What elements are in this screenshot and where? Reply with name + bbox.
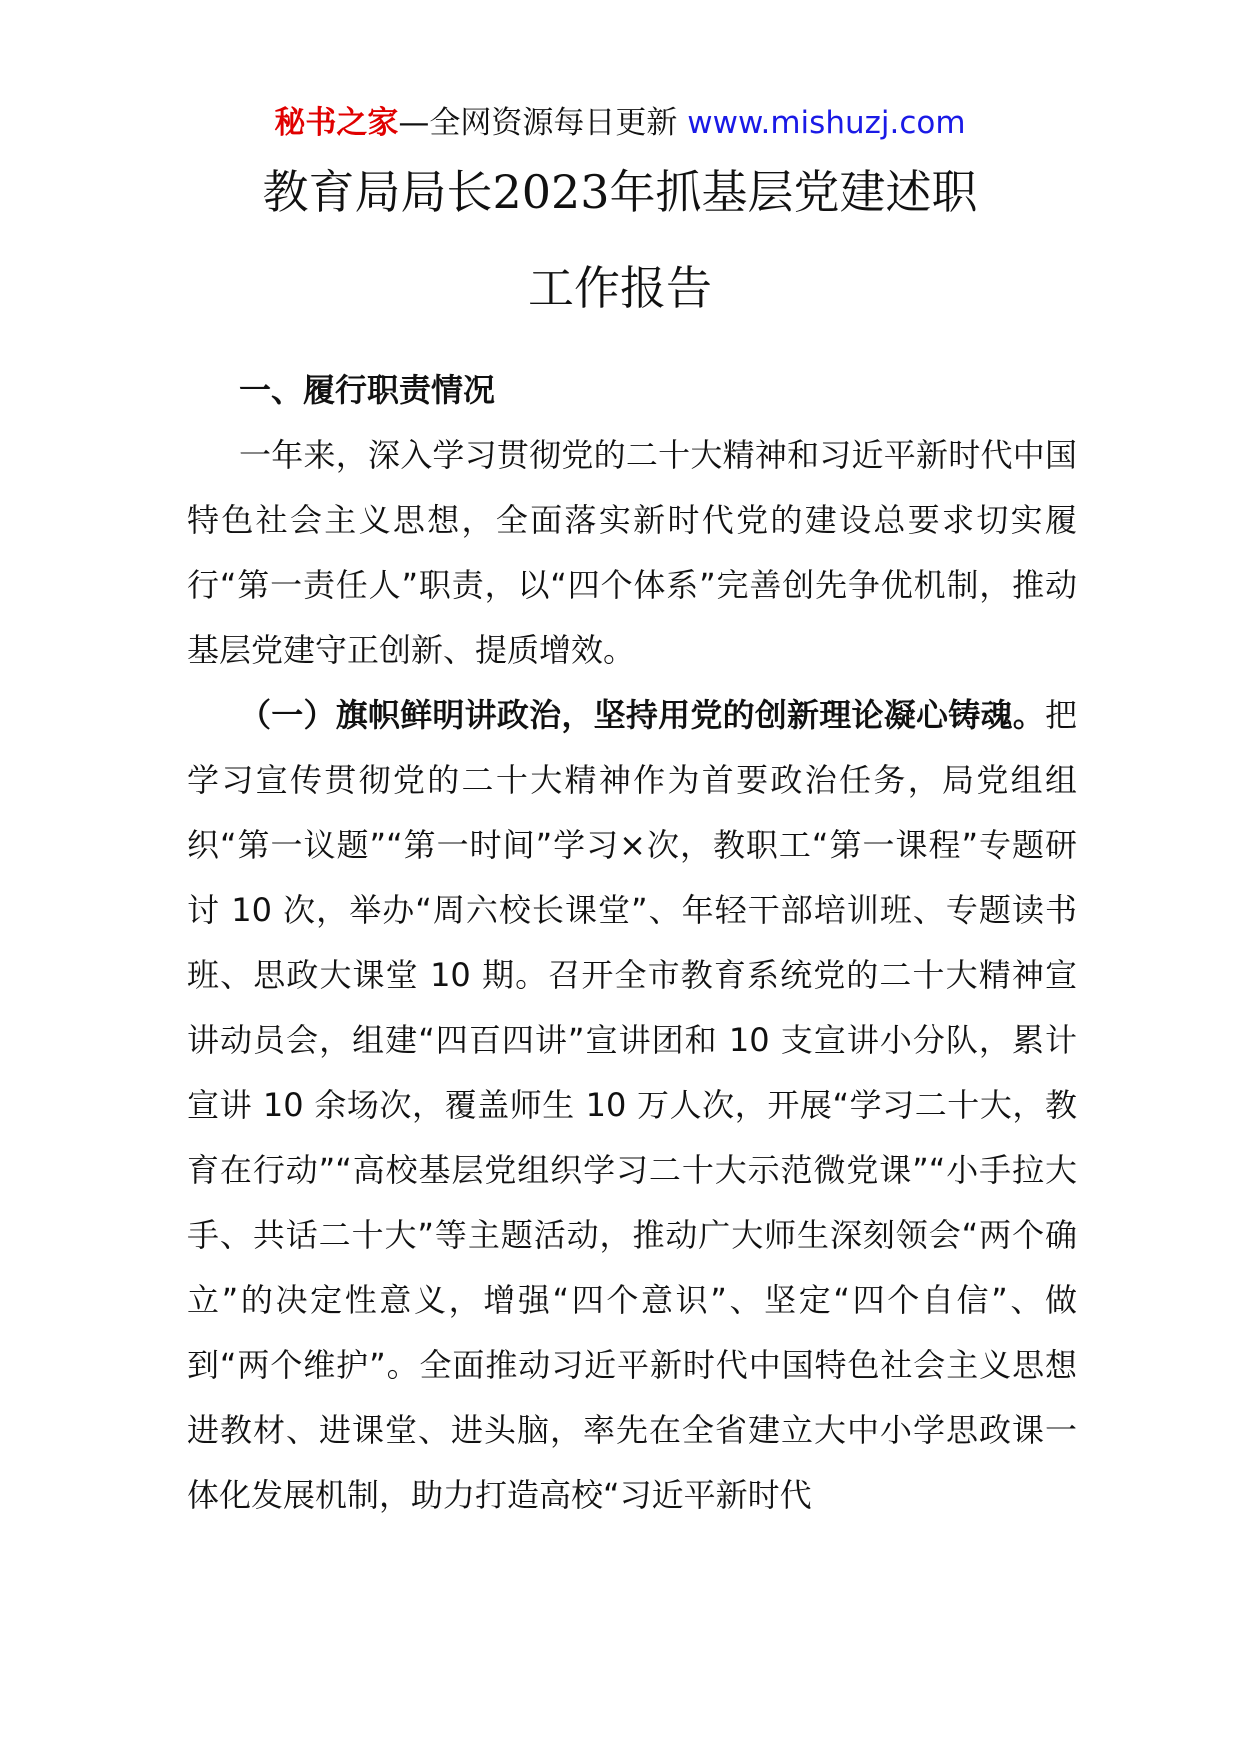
title-year: 2023	[492, 165, 610, 219]
site-url-link[interactable]: www.mishuzj.com	[687, 105, 966, 141]
document-body	[187, 358, 1077, 1528]
watermark-header	[0, 102, 1240, 144]
title-suffix: 年抓基层党建述职	[609, 165, 978, 219]
title-prefix: 教育局局长	[262, 165, 493, 219]
subsection-heading: （一）旗帜鲜明讲政治，坚持用党的创新理论凝心铸魂。	[239, 696, 1045, 734]
section-heading: 一、履行职责情况	[239, 371, 496, 409]
subsection-body: 把学习宣传贯彻党的二十大精神作为首要政治任务，局党组组织“第一议题”“第一时间”学习×次，教职工“第一课程”专题研讨 10 次，举办“周六校长课堂”、年轻干部培训班、专题读书班、思政大课堂 10 期。召开全市教育系统党的二十大精神宣讲动员会，组建“四百四讲”宣讲团和 10 支宣讲小分队，累计宣讲 10 余场次，覆盖师生 10 万人次，开展“学习二十大，教育在行动”“高校基层党组织学习二十大示范微党课”“小手拉大手、共话二十大”等主题活动，推动广大师生深刻领会“两个确立”的决定性意义，增强“四个意识”、坚定“四个自信”、做到“两个维护”。全面推动习近平新时代中国特色社会主义思想进教材、进课堂、进头脑，率先在全省建立大中小学思政课一体化发展机制，助力打造高校“习近平新时代	[187, 696, 1077, 1514]
paragraph-intro: 一年来，深入学习贯彻党的二十大精神和习近平新时代中国特色社会主义思想，全面落实新时代党的建设总要求切实履行“第一责任人”职责，以“四个体系”完善创先争优机制，推动基层党建守正创新、提质增效。	[187, 436, 1077, 669]
brand-name: 秘书之家	[274, 105, 399, 141]
header-slogan: —全网资源每日更新	[398, 105, 688, 141]
document-title-line-1	[0, 162, 1240, 222]
paragraph-subsection	[187, 683, 1077, 1528]
document-title-line-2: 工作报告	[528, 261, 712, 315]
